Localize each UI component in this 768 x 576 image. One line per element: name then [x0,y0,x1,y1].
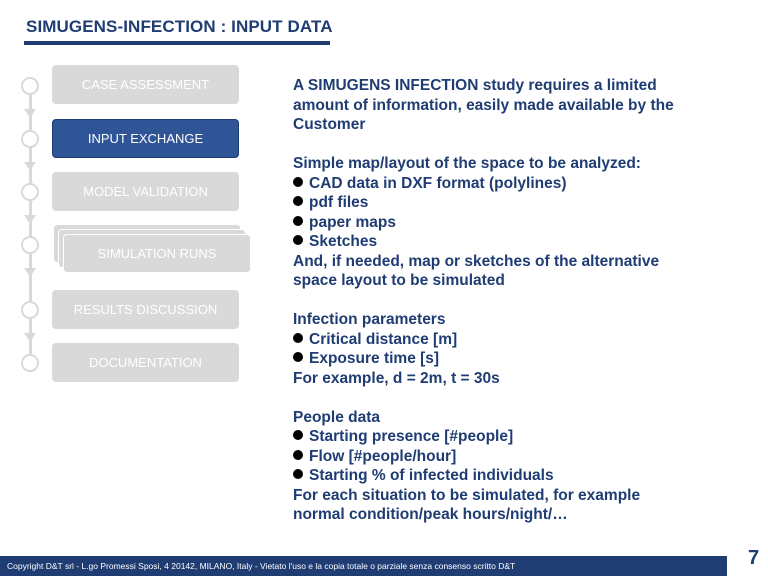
timeline-node-5 [21,301,39,319]
timeline-arrow-2 [24,162,36,171]
bullet-icon [293,216,303,226]
content-body [293,76,743,525]
timeline-node-4 [21,236,39,254]
list-item: pdf files [293,193,743,213]
page-title: SIMUGENS-INFECTION : INPUT DATA [26,17,333,36]
intro-line-2: amount of information, easily made available by the [293,96,674,114]
timeline-arrow-1 [24,109,36,118]
title-underline [24,41,330,45]
list-item: CAD data in DXF format (polylines) [293,174,743,194]
bullet-icon [293,430,303,440]
people-note-line-2: normal condition/peak hours/night/… [293,506,568,523]
step-case-assessment[interactable]: CASE ASSESSMENT [52,65,239,104]
timeline-node-6 [21,354,39,372]
map-heading: Simple map/layout of the space to be analyzed: [293,155,641,172]
page-number: 7 [748,547,760,569]
list-item: Starting % of infected individuals [293,466,743,486]
list-item: Sketches [293,232,743,252]
list-item: Exposure time [s] [293,349,743,369]
bullet-icon [293,333,303,343]
step-documentation[interactable]: DOCUMENTATION [52,343,239,382]
map-note-line-2: space layout to be simulated [293,272,505,289]
map-note-line-1: And, if needed, map or sketches of the alternative [293,252,660,270]
timeline-node-2 [21,130,39,148]
list-item: Starting presence [#people] [293,427,743,447]
footer-copyright: Copyright D&T srl - L.go Promessi Sposi, 4 20142, MILANO, Italy - Vietato l'uso e la copia totale o parziale senza consenso scritto D&T [0,556,727,576]
bullet-icon [293,469,303,479]
intro-line-1: A SIMUGENS INFECTION study requires a limited [293,77,657,94]
bullet-icon [293,450,303,460]
bullet-icon [293,177,303,187]
people-heading: People data [293,408,380,426]
step-simulation-runs[interactable]: SIMULATION RUNS [63,234,251,273]
infection-note: For example, d = 2m, t = 30s [293,369,500,387]
list-item: Critical distance [m] [293,330,743,350]
list-item: Flow [#people/hour] [293,447,743,467]
timeline-node-3 [21,183,39,201]
timeline-arrow-5 [24,333,36,342]
bullet-icon [293,196,303,206]
timeline-node-1 [21,77,39,95]
intro-line-3: Customer [293,116,366,133]
step-input-exchange[interactable]: INPUT EXCHANGE [52,119,239,158]
infection-heading: Infection parameters [293,311,446,328]
people-note-line-1: For each situation to be simulated, for example [293,486,641,504]
bullet-icon [293,235,303,245]
step-results-discussion[interactable]: RESULTS DISCUSSION [52,290,239,329]
timeline-arrow-3 [24,215,36,224]
bullet-icon [293,352,303,362]
list-item: paper maps [293,213,743,233]
step-model-validation[interactable]: MODEL VALIDATION [52,172,239,211]
timeline-arrow-4 [24,268,36,277]
